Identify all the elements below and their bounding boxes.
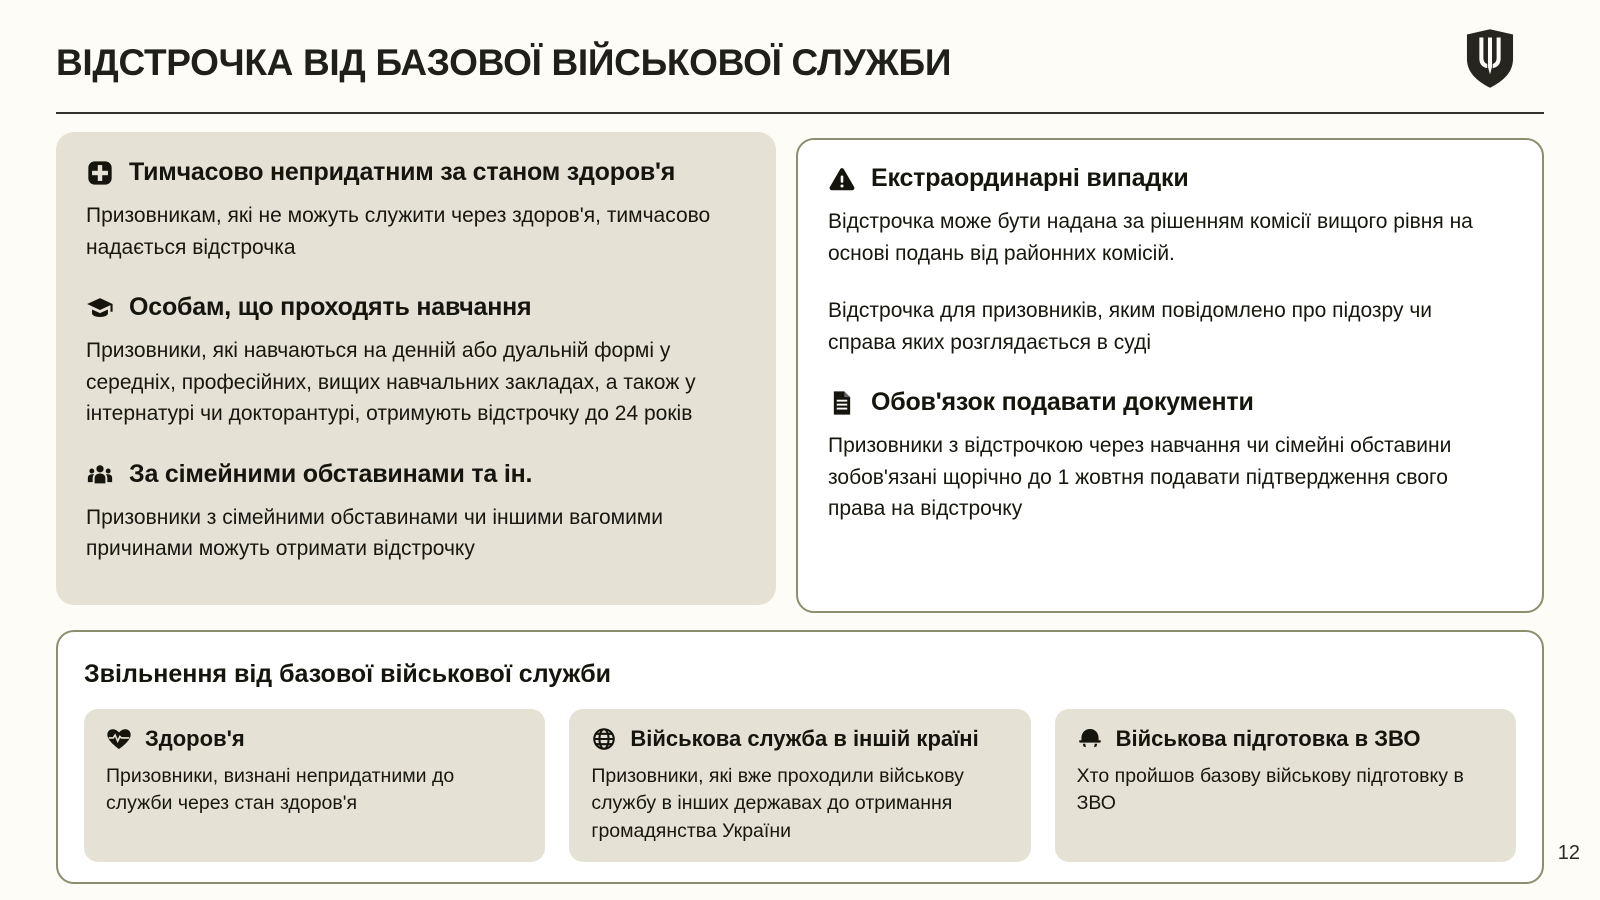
section-body: Призовники, які навчаються на денній або дуальній формі у середніх, професійних, вищих навчальних закладах, а також у інтернатурі чи докторантурі, отримують відстрочку до 24 років xyxy=(86,339,696,425)
exemption-item-title: Військова підготовка в ЗВО xyxy=(1115,726,1421,751)
family-icon xyxy=(86,460,114,488)
exemption-item-zvo-training xyxy=(1055,709,1516,862)
exemption-item-body: Призовники, визнані непридатними до служби через стан здоров'я xyxy=(106,765,455,815)
exemption-item-body: Призовники, які вже проходили військову службу в інших державах до отримання громадянства України xyxy=(591,765,964,842)
exemption-card xyxy=(56,630,1544,884)
section-body: Призовники з відстрочкою через навчання чи сімейні обставини зобов'язані щорічно до 1 жовтня подавати підтвердження свого права на відстрочку xyxy=(828,434,1452,520)
section-documents xyxy=(828,388,1512,525)
heart-pulse-icon xyxy=(106,726,132,752)
section-title: Екстраординарні випадки xyxy=(871,164,1189,192)
page-number: 12 xyxy=(1557,842,1580,864)
exemption-item-title: Військова служба в іншій країні xyxy=(630,726,979,751)
exemption-item-title: Здоров'я xyxy=(145,726,245,751)
exemption-item-foreign-service xyxy=(569,709,1030,862)
section-title: За сімейними обставинами та ін. xyxy=(129,459,533,488)
page-title: ВІДСТРОЧКА ВІД БАЗОВОЇ ВІЙСЬКОВОЇ СЛУЖБИ xyxy=(56,42,952,83)
warning-icon xyxy=(828,165,856,193)
section-title: Обов'язок подавати документи xyxy=(871,388,1254,416)
section-title: Особам, що проходять навчання xyxy=(129,293,532,321)
exemption-title: Звільнення від базової військової служби xyxy=(84,660,612,688)
section-extraordinary xyxy=(828,164,1512,358)
section-body: Відстрочка може бути надана за рішенням комісії вищого рівня на основі подань від районних комісій. xyxy=(828,210,1473,265)
exemption-item-health xyxy=(84,709,545,862)
exemption-item-body: Хто пройшов базову військову підготовку в ЗВО xyxy=(1076,765,1464,815)
section-health xyxy=(86,158,746,263)
section-title: Тимчасово непридатним за станом здоров'я xyxy=(129,158,676,186)
graduation-cap-icon xyxy=(86,294,114,322)
helmet-icon xyxy=(1077,726,1103,752)
section-body: Відстрочка для призовників, яким повідомлено про підозру чи справа яких розглядається в суді xyxy=(828,299,1432,354)
section-education xyxy=(86,293,746,430)
section-body: Призовники з сімейними обставинами чи іншими вагомими причинами можуть отримати відстрочку xyxy=(86,505,663,560)
section-family xyxy=(86,460,746,565)
header-divider xyxy=(56,112,1544,114)
deferment-card xyxy=(56,132,776,605)
globe-icon xyxy=(591,726,617,752)
special-cases-card xyxy=(796,138,1544,613)
main-row xyxy=(56,132,1544,613)
header xyxy=(56,26,1544,96)
trident-shield-icon xyxy=(1464,28,1516,90)
medical-cross-icon xyxy=(86,159,114,187)
section-body: Призовникам, які не можуть служити через здоров'я, тимчасово надається відстрочка xyxy=(86,204,711,259)
document-icon xyxy=(828,389,856,417)
exemption-items xyxy=(84,709,1516,862)
